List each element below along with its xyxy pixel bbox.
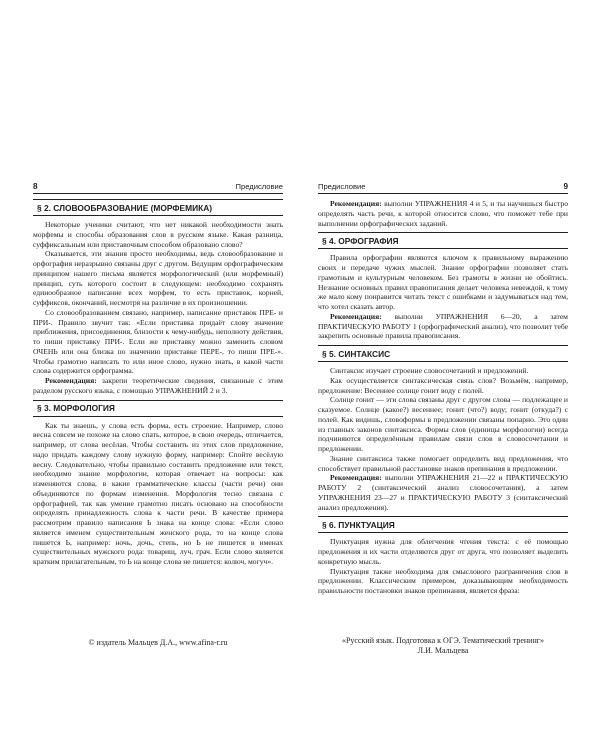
left-page-body [33,199,283,567]
recommendation-text: выполни УПРАЖНЕНИЯ 4 и 5, и ты научишься быстро определять часть речи, к которой относится слово, что поможет тебе при выполнении орфографических заданий. [318,199,568,228]
page-number-right: 9 [563,182,568,191]
running-title-right: Предисловие [318,182,366,191]
right-page [318,182,568,596]
left-running-head [33,182,283,194]
right-running-head [318,182,568,194]
paragraph: Оказывается, эти знания просто необходимы, ведь словообразование и орфография неразрывно связаны друг с другом. Ведущим орфографическим принципом нашего письма является морфологический (или морфемный) принцип, суть которого состоит в следующем: необходимо сохранять единообразное написание всех морфем, то есть приставок, корней, суффиксов, окончаний, несмотря на различие в их произношении. [33,249,283,307]
recommendation-text: выполни УПРАЖНЕНИЯ 6—20, а затем ПРАКТИЧЕСКУЮ РАБОТУ 1 (орфографический анализ), что позволит тебе закрепить основные правила правописания. [318,311,568,341]
left-footer-copyright: © издатель Мальцев Д.А., www.afina-r.ru [88,638,228,647]
paragraph: Правила орфографии являются ключом к правильному выражению своих и передаче чужих мыслей. Знание орфографии позволяет стать грамотным и культурным человеком. Без грамоты в жизни не обойтись. Незнание основных правил правописания делает человека невеждой, к тому же мало кому понравится читать текст с ошибками и задумываться над тем, что хотел сказать автор. [318,253,568,311]
recommendation-paragraph [318,312,568,341]
recommendation-paragraph [318,199,568,228]
book-title: «Русский язык. Подготовка к ОГЭ. Тематический тренинг» [341,636,545,645]
recommendation-paragraph [33,376,283,396]
left-page [33,182,283,567]
paragraph: Со словообразованием связано, например, написание приставок ПРЕ- и ПРИ-. Правило звучит так: «Если приставка придаёт слову значение приближения, присоединения, близости к чему-нибудь, неполноту действия, то пиши приставку ПРИ-. Если же приставку можно заменить словом ОЧЕНЬ или она близка по значению приставке ПЕРЕ-, то пиши ПРЕ-». Чтобы грамотно написать то или иное слово, нужно знать, в какой части слова содержится орфограмма. [33,307,283,376]
right-page-body [318,199,568,596]
recommendation-text: выполни УПРАЖНЕНИЯ 21—22 и ПРАКТИЧЕСКУЮ РАБОТУ 2 (синтаксический анализ словосочетания), а затем УПРАЖНЕНИЯ 23—27 и ПРАКТИЧЕСКУЮ РАБОТУ 3 (синтаксический анализ предложения). [318,473,568,512]
recommendation-label: Рекомендация: [330,473,382,483]
recommendation-label: Рекомендация: [45,376,97,385]
paragraph: Солнце гонит — эти слова связаны друг с другом слова — подлежащее и сказуемое. Солнце (какое?) весеннее; гонит (что?) воду; гонит (откуда?) с полей. Как видишь, словоформы в предложении связаны попарно. Это один из главных законов синтаксиса. Формы слов (единицы морфологии) всегда подчиняются определённым правилам связи слов в словосочетании и предложении. [318,395,568,453]
paragraph: Некоторые ученики считают, что нет никакой необходимости знать морфемы и способы образования слов в русском языке. Какая разница, суффиксальным или приставочным способом образовано слово? [33,220,283,249]
book-author: Л.И. Мальцева [417,646,469,655]
section-heading-morphology: § 3. МОРФОЛОГИЯ [33,400,283,417]
section-heading-punctuation: § 6. ПУНКТУАЦИЯ [318,516,568,533]
paragraph: Знание синтаксиса также помогает определить вид предложения, что способствует правильной расстановке знаков препинания в предложении. [318,453,568,473]
paragraph: Пунктуация также необходима для смыслового разграничения слов в предложении. Классическим примером, доказывающим необходимость правильности постановки знаков препинания, является фраза: [318,566,568,595]
recommendation-label: Рекомендация: [330,311,382,321]
recommendation-text: закрепи теоретические сведения, связанные с этим разделом русского языка, с помощью УПРАЖНЕНИЙ 2 и 3. [33,376,283,395]
paragraph: Синтаксис изучает строение словосочетаний и предложений. [330,366,529,375]
paragraph: Пунктуация нужна для облегчения чтения текста: с её помощью предложения и их части отделяются друг от друга, что позволяет выделить конкретную мысль. [318,537,568,566]
page-number-left: 8 [33,182,38,191]
right-footer-book-title [318,636,568,656]
section-heading-wordformation: § 2. СЛОВООБРАЗОВАНИЕ (МОРФЕМИКА) [33,199,283,216]
recommendation-label: Рекомендация: [330,199,382,208]
section-heading-syntax: § 5. СИНТАКСИС [318,345,568,362]
running-title-left: Предисловие [235,182,283,191]
section-heading-orthography: § 4. ОРФОГРАФИЯ [318,232,568,249]
paragraph: Как осуществляется синтаксическая связь слов? Возьмём, например, предложение: Весеннее солнце гонит воду с полей. [318,375,568,395]
recommendation-paragraph [318,473,568,512]
paragraph: Как ты знаешь, у слова есть форма, есть строение. Например, слово весна совсем не похоже на слово спать, которое, в свою очередь, отличается, например, от слова весёлая. Чтобы составить из этих слов предложение, надо придать каждому слову нужную форму, например: Спойте весёлую весну. Следовательно, чтобы правильно составить предложение или текст, необходимо знание морфологии, которая отвечает на вопросы: как изменяются слова, в какие грамматические классы (части речи) они объединяются по формам изменения. Морфология тесно связана с орфографией, так как умение грамотно писать основано на способности определять принадлежность слова к части речи. В качестве примера рассмотрим правило написания Ь знака на конце слова: «Если слово является именем существительным женского рода, то на конце слова пишется Ь, например: ночь, дочь, степь, но Ь не пишется в именах существительных мужского рода: товарищ, луч, грач. Если слово является кратким прилагательным, то Ь на конце слова не пишется: колюч, могуч». [33,420,283,566]
